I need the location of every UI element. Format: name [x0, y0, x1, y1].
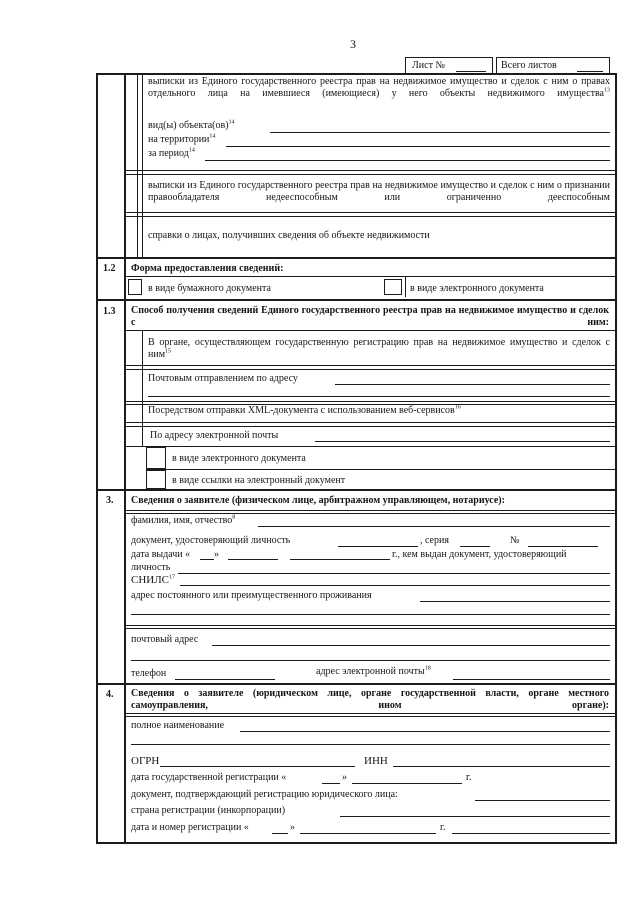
fio-label: фамилия, имя, отчество$^8$: [131, 514, 236, 526]
postal-field[interactable]: [212, 645, 610, 646]
reg-year-label: г.: [466, 772, 472, 783]
fio-field[interactable]: [258, 526, 610, 527]
territory-field[interactable]: [226, 146, 610, 147]
checkbox-column-left: [124, 330, 125, 447]
sheet-number-label: Лист №: [412, 60, 445, 71]
sheet-number-box: [405, 57, 493, 74]
section-1-3-title: Способ получения сведений Единого государственного реестра прав на недвижимое имущество и сделок с ним:: [131, 305, 609, 328]
as-link-label: в виде ссылки на электронный документ: [172, 475, 346, 486]
address-field[interactable]: [420, 601, 610, 602]
paper-checkbox[interactable]: [128, 279, 142, 295]
row-divider: [124, 513, 616, 514]
id-doc-field[interactable]: [338, 546, 418, 547]
object-types-field[interactable]: [270, 132, 610, 133]
persons-info-text: справки о лицах, получивших сведения об объекте недвижимости: [148, 230, 430, 241]
object-types-label: вид(ы) объекта(ов)$^{14}$: [148, 119, 235, 131]
section-4-number: 4.: [106, 689, 114, 700]
date-num-label: дата и номер регистрации «: [131, 822, 249, 833]
row-divider: [124, 446, 616, 447]
total-sheets-box: [496, 57, 610, 74]
period-label: за период$^{14}$: [148, 147, 195, 159]
full-name-field-2[interactable]: [131, 744, 610, 745]
paper-option-label: в виде бумажного документа: [148, 283, 271, 294]
reg-month-year-field[interactable]: [352, 783, 462, 784]
row-divider: [96, 257, 617, 259]
section-1-2-title: Форма предоставления сведений:: [131, 263, 284, 274]
checkbox-column-right: [142, 330, 143, 447]
series-field[interactable]: [460, 546, 490, 547]
issue-date-label: дата выдачи «: [131, 549, 191, 560]
issue-month-field[interactable]: [228, 559, 278, 560]
email-field[interactable]: [453, 679, 610, 680]
checkbox-column-right: [142, 73, 143, 258]
issued-by-field[interactable]: [178, 573, 610, 574]
issue-day-field[interactable]: [200, 559, 214, 560]
frame-left: [96, 73, 98, 843]
date-num-day-field[interactable]: [272, 833, 288, 834]
id-doc-label: документ, удостоверяющий личность: [131, 535, 291, 546]
total-sheets-label: Всего листов: [501, 60, 557, 71]
email-label: адрес электронной почты$^{18}$: [316, 665, 431, 677]
by-email-label: По адресу электронной почты: [150, 430, 279, 441]
date-num-number-field[interactable]: [452, 833, 610, 834]
reg-date-close: »: [342, 772, 347, 783]
full-name-field[interactable]: [240, 731, 610, 732]
row-divider: [124, 716, 616, 717]
email-delivery-field[interactable]: [315, 441, 610, 442]
reg-day-field[interactable]: [322, 783, 340, 784]
frame-bottom: [96, 842, 617, 844]
xml-option-label: Посредством отправки XML-документа с использованием веб-сервисов$^{16}$: [148, 404, 461, 416]
period-field[interactable]: [205, 160, 610, 161]
section-4-title: Сведения о заявителе (юридическом лице, органе государственной власти, органе местного самоуправления, ином органе):: [131, 688, 609, 711]
issue-year-field[interactable]: [290, 559, 390, 560]
page-number: 3: [350, 37, 356, 51]
row-divider: [124, 628, 616, 629]
series-label: , серия: [420, 535, 449, 546]
postal-field-2[interactable]: [131, 660, 610, 661]
reg-doc-label: документ, подтверждающий регистрацию юридического лица:: [131, 789, 398, 800]
row-divider: [124, 713, 616, 714]
extract-rights-text: выписки из Единого государственного реестра прав на недвижимое имущество и сделок с ним о правах отдельного лица на имевшиеся (имеющиеся) у него объекты недвижимого имущества$^{13}$: [148, 76, 610, 99]
phone-label: телефон: [131, 668, 167, 679]
date-num-close: »: [290, 822, 295, 833]
postal-label: почтовый адрес: [131, 634, 199, 645]
row-divider: [124, 276, 616, 277]
phone-field[interactable]: [175, 679, 275, 680]
post-address-field[interactable]: [335, 384, 610, 385]
ogrn-label: ОГРН: [131, 755, 160, 767]
frame-top: [96, 73, 616, 75]
frame-right: [615, 73, 617, 843]
as-electronic-checkbox[interactable]: [146, 447, 166, 469]
row-divider: [124, 365, 616, 366]
row-divider: [124, 510, 616, 511]
electronic-checkbox[interactable]: [384, 279, 402, 295]
inn-field[interactable]: [393, 766, 610, 767]
section-3-number: 3.: [106, 495, 114, 506]
number-label: №: [510, 535, 520, 546]
row-divider: [124, 422, 616, 423]
row-divider: [124, 426, 616, 427]
as-electronic-label: в виде электронного документа: [172, 453, 306, 464]
issue-close-quote: »: [214, 549, 219, 560]
as-link-checkbox[interactable]: [146, 470, 166, 489]
by-post-label: Почтовым отправлением по адресу: [148, 373, 298, 384]
country-field[interactable]: [340, 816, 610, 817]
row-divider: [96, 299, 617, 301]
row-divider: [124, 170, 616, 171]
issued-by-label: г., кем выдан документ, удостоверяющий: [392, 549, 567, 560]
row-divider: [146, 469, 616, 470]
section-1-2-number: 1.2: [103, 263, 116, 274]
row-divider: [124, 212, 616, 213]
row-divider: [124, 174, 616, 175]
row-divider: [124, 369, 616, 370]
territory-label: на территории$^{14}$: [148, 133, 216, 145]
post-address-field-2[interactable]: [148, 396, 610, 397]
country-label: страна регистрации (инкорпорации): [131, 805, 286, 816]
date-num-year-label: г.: [440, 822, 446, 833]
ogrn-field[interactable]: [160, 766, 355, 767]
row-divider: [124, 401, 616, 402]
row-divider: [124, 625, 616, 626]
inn-label: ИНН: [364, 755, 388, 767]
snils-label: СНИЛС$^{17}$: [131, 574, 176, 586]
section-1-3-number: 1.3: [103, 306, 116, 317]
reg-doc-field[interactable]: [475, 800, 610, 801]
checkbox-column-left: [137, 73, 138, 258]
frame-num-divider: [124, 73, 126, 843]
row-divider: [124, 216, 616, 217]
reg-date-label: дата государственной регистрации «: [131, 772, 287, 783]
section-3-title: Сведения о заявителе (физическом лице, арбитражном управляющем, нотариусе):: [131, 495, 505, 506]
full-name-label: полное наименование: [131, 720, 225, 731]
row-divider: [96, 489, 617, 491]
personality-label: личность: [131, 562, 171, 573]
address-label: адрес постоянного или преимущественного проживания: [131, 590, 372, 601]
number-field[interactable]: [528, 546, 598, 547]
date-num-month-field[interactable]: [300, 833, 436, 834]
electronic-option-label: в виде электронного документа: [410, 283, 544, 294]
row-divider: [124, 330, 616, 331]
col-divider: [405, 277, 406, 297]
address-field-2[interactable]: [131, 614, 610, 615]
snils-field[interactable]: [180, 585, 610, 586]
row-divider: [96, 683, 617, 685]
in-authority-text: В органе, осуществляющем государственную регистрацию прав на недвижимое имущество и сделок с ним$^{15}$: [148, 337, 610, 360]
extract-incapable-text: выписки из Единого государственного реестра прав на недвижимое имущество и сделок с ним о признании правообладателя недееспособным или ограниченно дееспособным: [148, 180, 610, 203]
